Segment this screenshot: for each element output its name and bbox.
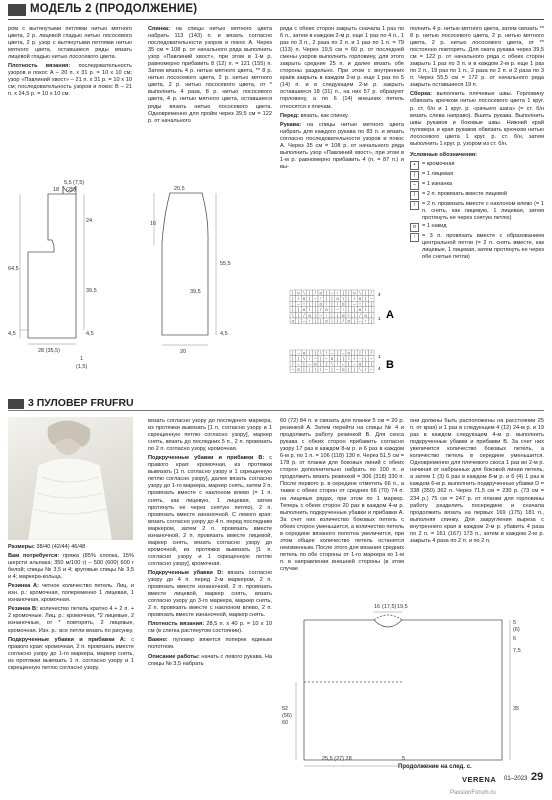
chart-symbol-icon: o: [297, 290, 300, 296]
chart-symbol-icon: ↑: [325, 312, 328, 318]
dim-label: 19,5: [397, 604, 408, 610]
chart-symbol-icon: –: [353, 301, 356, 307]
text-paragraph: Сборка: выполнить плечевые швы. Горловину обвязать крючком нитью лососевого цвета 1 круг. р. ст. б/н и 1 круг. р. «рачьего шага» (= ст. б/н вязать слева направо). Вшить рукава. Выполнить швы рукавов и боковые швы. Нижний край пуловера и края рукавов обвязать крючком нитью лососевого цвета 1 круг. р. ст. б/н, затем выполнить 1 круг. р. узором из ст. б/н.: [410, 91, 544, 147]
dim-label: 4,5: [220, 331, 228, 337]
legend-title: Условные обозначения:: [410, 151, 478, 158]
text-paragraph: Подкрученные убавки и прибавки А: с правого края: кромочная, 2 п. провязать вместе согласно узору до 1-го маркера, маркер снять, из протяжки вывязать 1 п. согласно узору и 1 скрещенную петлю согласно узору.: [8, 636, 134, 671]
chart-symbol-icon: |: [292, 307, 294, 313]
legend-item: [410, 233, 544, 261]
chart-symbol-icon: –: [325, 367, 328, 373]
dim-label: 24: [86, 218, 93, 224]
chart-symbol-icon: /: [308, 355, 311, 361]
chart-symbol-icon: o: [325, 307, 328, 313]
chart-symbol-icon: |: [292, 355, 294, 361]
chart-symbol-icon: o: [341, 367, 345, 373]
chart-symbol-icon: |: [348, 307, 350, 313]
chart-symbol-icon: –: [302, 318, 306, 324]
chart-symbol-icon: ↑: [308, 318, 311, 324]
chart-symbol-icon: –: [313, 355, 317, 361]
text-paragraph: Резинка В: количество петель кратно 4 + 2 п. + 2 кромочные. Лиц. р.: кромочная, *2 лицевые, 2 изнаночные, от * повторять, 2 лицевые, кромочная. Изн. р.: все петли вязать по рисунку.: [8, 606, 134, 634]
text-paragraph: ряда с обеих сторон закрыть сначала 1 раз по 6 п., затем в каждом 2-м р. еще 1 раз по 4 п., 1 раз по 3 п., 2 раза по 2 п. и 1 раз по 1 п. = 79 (113) п. Через 19,5 см = 60 р. от последней смены узоров выполнить горловину, для этого закрыть средние 25 п. и далее вязать обе стороны раздельно. При этом с внутренних краёв закрыть в каждом 2-м р. еще 1 раз по 5 (14) п. и в следующем 2-м р. закрыть оставшиеся 18 (31) п., на них 57 р. образуют горловину, а по 6 (14) внешних петель относятся к плечам.: [280, 26, 404, 110]
chart-symbol-icon: ↑: [336, 290, 339, 296]
dim-label: 6: [513, 636, 517, 642]
chart-symbol-icon: |: [365, 361, 367, 367]
chart-symbol-icon: o: [297, 367, 300, 373]
text-paragraph: Подкрученные убавки D: вязать согласно узору до 4 п. перед 2-м маркером, 2 п. провязать вместе изнаночной, 2 п. провязать вместе лицевой, маркер снять, вязать согласно узору до 3-го маркера, маркер снять, 2 п. провязать вместе с наклоном влево, 2 п. провязать вместе изнаночной, маркер снять.: [148, 569, 272, 619]
dim-label: 35: [513, 706, 520, 712]
dim-label: (6): [513, 627, 520, 633]
chart-symbol-icon: |: [314, 318, 316, 324]
chart-symbol-icon: |: [370, 361, 372, 367]
chart-symbol-icon: –: [353, 361, 356, 367]
chart-symbol-icon: /: [314, 290, 316, 296]
chart-symbol-icon: |: [292, 295, 294, 301]
chart-symbol-icon: o: [358, 307, 362, 313]
chart-b: [290, 350, 374, 372]
chart-symbol-icon: \: [303, 290, 305, 296]
legend-item: [410, 191, 544, 200]
chart-symbol-icon: \: [303, 355, 305, 361]
chart-symbol-icon: |: [292, 301, 294, 307]
chart-symbol-icon: \: [320, 350, 322, 356]
chart-symbol-icon: –: [336, 307, 339, 313]
chart-symbol-icon: |: [292, 290, 294, 296]
chart-symbol-icon: |: [320, 355, 322, 361]
chart-symbol-icon: |: [297, 312, 299, 318]
section-marker: [8, 399, 24, 409]
chart-symbol-icon: /: [370, 290, 372, 296]
legend-text: = 1 накид: [422, 222, 447, 229]
row-number: 1: [378, 354, 381, 359]
chart-symbol-icon: o: [291, 318, 295, 324]
dim-label: 39,5: [190, 289, 201, 295]
chart-symbol-icon: –: [369, 295, 373, 301]
chart-symbol-icon: |: [337, 312, 339, 318]
chart-symbol-icon: \: [308, 307, 311, 313]
section-header: [0, 396, 552, 412]
chart-symbol-icon: |: [320, 361, 322, 367]
chart-symbol-icon: –: [336, 367, 339, 373]
section-title: 3 ПУЛОВЕР FRUFRU: [28, 397, 134, 409]
legend-item: [410, 181, 544, 190]
page-header: [0, 0, 552, 22]
chart-symbol-icon: /: [359, 312, 361, 318]
stitch-symbol-icon: |: [410, 171, 419, 180]
text-paragraph: они должны быть расположены на расстоянии 25 п. от края) и 1 раз в следующем 4 (12) 24-м р. и 19 раз в каждом следующем 4-м р. выполнить подкрученные убавки и прибавки В. За счет них увеличится количество боковых петель, а количество петель в середине уменьшится. Одновременно для плечевого скоса 1 раз во 2-м р. начиная от набранных для боковой линии петель, а затем 1 (3) 6 раз в каждом 8-м р. и 6 (4) 1 раз в каждом 6-м р. выполнить подкрученные убавки D = 338 (350) 362 п. Через 71,5 см = 230 р. (73 см = 234 р.) 75 см = 247 р. от планки для горловины работу разделить посередине и сначала продолжить вязать на первых 169 (175) 181 п., выполняя спинку. Для закругления выреза с внутреннего края в каждом 2-м р. убавить 4 раза по 2 п. = 161 (167) 173 п., затем в каждом 2-м р. закрыть 4 раза по 2 п. и по 2 п.: [410, 418, 544, 544]
chart-symbol-icon: |: [353, 312, 355, 318]
top-column-2: [148, 26, 272, 161]
chart-symbol-icon: –: [297, 361, 300, 367]
dim-label: 60: [282, 720, 289, 726]
chart-symbol-icon: /: [342, 318, 344, 324]
chart-symbol-icon: o: [353, 290, 356, 296]
chart-symbol-icon: |: [337, 350, 339, 356]
chart-symbol-icon: |: [353, 307, 355, 313]
chart-symbol-icon: ↑: [342, 307, 345, 313]
chart-symbol-icon: |: [309, 367, 311, 373]
dim-label: 64,5: [8, 266, 19, 272]
chart-symbol-icon: /: [370, 350, 372, 356]
text-paragraph: 60 (72) 84 п. и связать для планки 5 см = 20 р. резинкой А. Затем перейти на спицы № 4 и продолжить работу резинкой В. Для скоса рукава с обеих сторон прибавить согласно узору 17 раз в каждом 8-м р. и 6 раз в каждом 6-м р. по 1 п. = 106 (118) 130 п. Через 51,5 см = 178 р. от планки для боковых линий с обеих сторон дополнительно набрать по 100 п. и продолжить вязать резинкой = 306 (318) 330 п. После первого р. в середине отметить 66 п., а также с обеих сторон от средних 66 (70) 74 п. на лицевых рядах, при этом по 1 маркер. Теперь с обеих сторон 20 раз в каждом 4-м р. выполнить подкрученные убавки и прибавки А. За счет них количество боковых петель с обеих сторон уменьшится, а количество петель в середине вязаного полотна увеличится, при этом общее количество петель останется неизменным. После этого для вязания средних петель по обе стороны от 1-го маркера ко 1-м п. в направлении внешней стороны (в этом случае: [280, 418, 404, 572]
chart-symbol-icon: o: [347, 318, 351, 324]
chart-symbol-icon: –: [319, 312, 323, 318]
stitch-symbol-icon: •: [410, 161, 419, 170]
photo-illustration: [8, 417, 133, 540]
chart-symbol-icon: |: [331, 301, 333, 307]
dim-label: (56): [282, 713, 292, 719]
chart-symbol-icon: \: [342, 295, 344, 301]
chart-symbol-icon: –: [313, 295, 317, 301]
chart-symbol-icon: |: [353, 367, 355, 373]
chart-symbol-icon: o: [319, 301, 323, 307]
row-number: 4: [378, 292, 381, 297]
section-rule: [8, 410, 544, 411]
header-rule: [8, 19, 544, 20]
chart-symbol-icon: o: [341, 312, 345, 318]
dim-label: (1,5): [76, 364, 88, 370]
chart-symbol-icon: |: [365, 301, 367, 307]
text-paragraph: Рукава: на спицы нитью мятного цвета набрать для каждого рукава по 83 п. и вязать согласно последовательности узоров и покос А. Через 35 см = 108 р. от начального ряда выполнить узор «Павлиний хвост», при этом в 1-м р. равномерно прибавить 4 (п. = 87 п.) и вы-: [280, 121, 404, 170]
legend-item: [410, 201, 544, 222]
stitch-symbol-icon: o: [410, 223, 419, 232]
chart-symbol-icon: ↑: [358, 301, 362, 307]
dim-label: 20,5: [174, 186, 185, 192]
chart-symbol-icon: |: [325, 290, 327, 296]
bottom-column-1: [8, 544, 134, 794]
chart-symbol-icon: /: [336, 361, 339, 367]
chart-symbol-icon: |: [348, 367, 350, 373]
chart-symbol-icon: |: [348, 295, 350, 301]
legend-text: = 1 лицевая: [422, 170, 454, 177]
chart-symbol-icon: o: [313, 361, 317, 367]
chart-symbol-icon: |: [309, 301, 311, 307]
chart-symbol-icon: |: [325, 295, 327, 301]
dim-label: (17,5): [382, 604, 397, 610]
issue-number: 01–2023: [504, 776, 528, 782]
chart-symbol-icon: \: [292, 312, 294, 318]
chart-symbol-icon: |: [303, 367, 305, 373]
chart-symbol-icon: –: [341, 350, 345, 356]
row-number: 1: [378, 316, 381, 321]
chart-symbol-icon: \: [331, 318, 333, 324]
text-paragraph: Плотность вязания: последовательность узоров и покос А – 20 п. х 31 р. = 10 х 10 см; узор «Павлиний хвост» – 21 п. х 31 р. = 10 х 10 см; последовательность узоров и покос В – 21 п. х 24,5 р. = 10 х 10 см.: [8, 63, 132, 98]
schema-sleeve: [150, 185, 270, 385]
chart-symbol-icon: |: [365, 290, 367, 296]
chart-symbol-icon: |: [314, 307, 316, 313]
chart-symbol-icon: –: [358, 318, 362, 324]
chart-symbol-icon: |: [297, 307, 299, 313]
legend-text: = 1 изнанка: [422, 180, 453, 187]
legend-item: [410, 171, 544, 180]
chart-symbol-icon: |: [365, 355, 367, 361]
chart-symbol-icon: \: [364, 307, 367, 313]
chart-symbol-icon: |: [348, 361, 350, 367]
stitch-symbol-icon: \: [410, 201, 419, 210]
schema-pullover: [282, 600, 542, 770]
chart-symbol-icon: o: [330, 355, 334, 361]
text-paragraph: Описание работы: начать с левого рукава. На спицы № 3,5 набрать: [148, 653, 272, 667]
chart-symbol-icon: –: [308, 361, 311, 367]
chart-symbol-icon: o: [319, 290, 323, 296]
chart-symbol-icon: |: [365, 295, 367, 301]
chart-symbol-icon: –: [369, 355, 373, 361]
magazine-brand: VERENA: [462, 775, 497, 784]
chart-symbol-icon: \: [359, 290, 361, 296]
text-paragraph: Плотность вязания: 28,5 п. х 40 р. = 10 х 10 см (в слегка растянутом состоянии).: [148, 621, 272, 635]
bottom-column-2: [148, 418, 272, 794]
dim-label: 18: [53, 187, 60, 193]
chart-symbol-icon: |: [320, 318, 322, 324]
chart-symbol-icon: |: [370, 312, 372, 318]
chart-symbol-icon: |: [314, 350, 316, 356]
chart-symbol-icon: |: [309, 290, 311, 296]
legend-item: [410, 161, 544, 170]
chart-symbol-icon: |: [331, 295, 333, 301]
chart-symbol-icon: |: [325, 361, 327, 367]
chart-symbol-icon: |: [297, 355, 299, 361]
knitting-charts: [286, 288, 406, 388]
stitch-symbol-icon: /: [410, 191, 419, 200]
dim-label: 25,5 (27) 28: [322, 756, 352, 762]
chart-symbol-icon: –: [369, 367, 373, 373]
stitch-symbol-icon: –: [410, 181, 419, 190]
chart-symbol-icon: /: [303, 312, 305, 318]
chart-symbol-icon: |: [353, 318, 355, 324]
chart-symbol-icon: |: [314, 312, 316, 318]
chart-symbol-icon: –: [325, 355, 328, 361]
chart-symbol-icon: |: [309, 295, 311, 301]
top-column-3: [280, 26, 404, 284]
chart-symbol-icon: o: [364, 312, 367, 318]
dim-label: 55,5: [220, 261, 231, 267]
legend-text: = 2 п. провязать вместе с наклоном влево (= 1 п. снять, как лицевую, 1 лицевая, затем протянуть ее через снятую петлю): [422, 200, 544, 221]
chart-symbol-icon: /: [325, 350, 328, 356]
chart-symbol-icon: \: [359, 367, 361, 373]
chart-a-label: A: [386, 309, 394, 321]
dim-label: 5,5: [64, 180, 72, 186]
chart-symbol-icon: o: [336, 295, 339, 301]
dim-label: 52: [282, 706, 289, 712]
chart-symbol-icon: –: [291, 367, 295, 373]
chart-symbol-icon: |: [314, 301, 316, 307]
chart-a: [290, 290, 374, 324]
chart-symbol-icon: |: [337, 355, 339, 361]
dim-label: 5: [402, 756, 406, 762]
chart-symbol-icon: |: [337, 318, 339, 324]
chart-symbol-icon: |: [331, 312, 333, 318]
chart-symbol-icon: /: [292, 361, 294, 367]
chart-symbol-icon: /: [336, 301, 339, 307]
chart-symbol-icon: –: [330, 350, 334, 356]
page-title: МОДЕЛЬ 2 (ПРОДОЛЖЕНИЕ): [30, 3, 198, 15]
chart-symbol-icon: |: [342, 290, 344, 296]
chart-symbol-icon: o: [308, 312, 311, 318]
chart-symbol-icon: |: [342, 355, 344, 361]
chart-symbol-icon: /: [364, 367, 367, 373]
chart-symbol-icon: \: [348, 312, 350, 318]
dim-label: 39,5: [86, 288, 97, 294]
dim-label: (7,5): [73, 180, 85, 186]
chart-symbol-icon: |: [370, 301, 372, 307]
text-paragraph: Подкрученные убавки и прибавки В: с правого края: кромочная, из протяжки вывязать [1 п. согласно узору и 1 скрещенную петлю согласно узору], далее вязать согласно узору до 1-го маркера, маркер снять, затем 2 п. провязать вместе с наклоном влево (= 1 п. снять, как лицевую, 1 лицевая, затем протянуть ее через снятую петлю), 2 п. провязать вместе изнаночной. С левого края: вязать согласно узору до 4 п. перед последним маркером, затем 2 п. провязать вместе изнаночной, 2 п. провязать вместе лицевой, маркер снять, вязать согласно узору до кромочной, из протяжки вывязать [1 п. согласно узору и 1 скрещенную петлю согласно узору], кромочная.: [148, 455, 272, 567]
symbol-legend: [410, 161, 544, 261]
stitch-symbol-icon: ↑: [410, 233, 419, 242]
chart-symbol-icon: o: [302, 307, 306, 313]
chart-symbol-icon: |: [370, 307, 372, 313]
chart-symbol-icon: \: [314, 367, 316, 373]
chart-symbol-icon: |: [303, 361, 305, 367]
model-photo: [8, 417, 133, 540]
chart-symbol-icon: –: [341, 361, 345, 367]
chart-symbol-icon: –: [297, 350, 300, 356]
page-number: 29: [531, 771, 544, 783]
top-column-1: [8, 26, 132, 161]
legend-item: [410, 223, 544, 232]
dim-label: 4,5: [86, 331, 94, 337]
bottom-column-3: [280, 418, 404, 593]
chart-symbol-icon: \: [331, 361, 333, 367]
chart-symbol-icon: \: [348, 355, 350, 361]
chart-symbol-icon: /: [320, 367, 322, 373]
chart-symbol-icon: –: [297, 301, 300, 307]
chart-symbol-icon: /: [320, 307, 322, 313]
chart-symbol-icon: o: [325, 318, 328, 324]
chart-symbol-icon: |: [348, 290, 350, 296]
chart-symbol-icon: |: [292, 350, 294, 356]
chart-symbol-icon: o: [358, 295, 362, 301]
chart-symbol-icon: |: [297, 318, 299, 324]
text-paragraph: полнить 4 р. нитью мятного цвета, затем связать ** 8 р. нитью лососевого цвета, 2 р. нитью мятного цвета, 2 р. нитью лососевого цвета, от ** постоянно повторять. Для оката рукава через 39,5 см = 122 р. от начального ряда с обеих сторон закрыть 1 раз по 3 п. и в каждом 2-м р. еще 1 раз по 2 п., 19 раз по 1 п., 2 раза по 2 п. и 2 раза по 3 п. Через 55,5 см = 172 р. от начального ряда закрыть оставшиеся 19 п.: [410, 26, 544, 89]
chart-symbol-icon: o: [347, 350, 351, 356]
legend-text: = кромочная: [422, 160, 455, 167]
text-paragraph: Размеры: 38/40 (42/44) 46/48: [8, 544, 86, 550]
watermark: PassionForum.ru: [450, 790, 496, 796]
chart-symbol-icon: /: [353, 355, 356, 361]
top-column-4: [410, 26, 544, 392]
text-paragraph: Вам потребуется: пряжа (85% хлопка, 15% шерсти альпака; 350 м/100 г) – 500 (600) 600 г белой; спицы № 3,5 и 4; круговые спицы № 3,5 и 4; маркера-кольца.: [8, 553, 134, 581]
dim-label: 20: [180, 349, 187, 355]
dim-label: 28 (35,5): [38, 348, 61, 354]
chart-b-label: B: [386, 359, 394, 371]
bottom-column-4: [410, 418, 544, 594]
text-paragraph: вязать согласно узору до последнего маркера, из протяжки вывязать [1 п. согласно узору и 1 скрещенную петлю согласно узору], маркер снять, вязать до последних 5 п., 2 п. провязать по 2 п. согласно узору, кромочная.: [148, 418, 272, 453]
chart-symbol-icon: \: [364, 350, 367, 356]
chart-symbol-icon: /: [297, 295, 300, 301]
chart-symbol-icon: ↑: [319, 295, 322, 301]
chart-symbol-icon: |: [370, 318, 372, 324]
legend-text: = 2 п. провязать вместе лицевой: [422, 190, 508, 197]
chart-symbol-icon: |: [331, 307, 333, 313]
schema-back-front: [8, 180, 138, 380]
dim-label: (25): [66, 187, 76, 193]
dim-label: 4,5: [8, 331, 16, 337]
text-paragraph: ром с вытянутыми петлями нитью мятного цвета, 2 р. лицевой гладью нитью лососевого цвета, 2 р. узор с вытянутыми петлями нитью мятного цвета, оставшиеся ряды вязать лицевой гладью нитью лососевого цвета.: [8, 26, 132, 61]
dim-label: 16: [150, 221, 157, 227]
chart-symbol-icon: o: [302, 295, 306, 301]
row-number: 4: [378, 366, 381, 371]
dim-label: 16: [374, 604, 381, 610]
chart-symbol-icon: |: [353, 350, 355, 356]
chart-symbol-icon: ↑: [364, 318, 367, 324]
text-paragraph: Спинка: на спицы нитью мятного цвета набрать 113 (143) п. и вязать согласно последовательности узоров и покос А. Через 35 см = 108 р. от начального ряда выполнить узор «Павлиний хвост», при этом в 1-м р. равномерно прибавить 8 (12) п. = 121 (155) п. Затем вязать 4 р. нитью мятного цвета, ** 8 р. нитью лососевого цвета, 2 р. нитью мятного цвета, 2 р. нитью лососевого цвета, от * выполнить 4 раза, 8 р. нитью лососевого цвета, 4 р. нитью мятного цвета, оставшиеся ряды вязать нитью лососевого цвета. Одновременно для пройм через 39,5 см = 122 р. от начального: [148, 26, 272, 124]
chart-symbol-icon: |: [348, 301, 350, 307]
chart-symbol-icon: ↑: [302, 301, 306, 307]
chart-symbol-icon: |: [359, 350, 361, 356]
header-marker: [8, 4, 26, 16]
chart-symbol-icon: –: [358, 355, 362, 361]
chart-symbol-icon: |: [309, 350, 311, 356]
chart-symbol-icon: /: [353, 295, 356, 301]
legend-text: = 3 п. провязать вместе с образованием центральной петли (= 2 п. снять вместе, как лицевые, 1 лицевая, затем протянуть ее через обе снятые петли): [422, 232, 544, 261]
dim-label: 5: [513, 620, 517, 626]
text-paragraph: Резинка А: четное количество петель. Лиц. и изн. р.: кромочная, попеременно 1 лицевая, 1 изнаночная, кромочная.: [8, 583, 134, 604]
chart-symbol-icon: o: [302, 350, 306, 356]
chart-symbol-icon: o: [341, 301, 345, 307]
dim-label: 7,5: [513, 648, 521, 654]
dim-label: 1: [80, 356, 84, 362]
chart-symbol-icon: –: [330, 290, 334, 296]
text-paragraph: Перед: вязать, как спинку.: [280, 112, 349, 119]
text-paragraph: Важно: пуловер вяжется поперек единым полотном.: [148, 637, 272, 651]
chart-symbol-icon: \: [325, 301, 328, 307]
continued-note: Продолжение на след. с.: [398, 764, 472, 770]
chart-symbol-icon: o: [358, 361, 362, 367]
chart-symbol-icon: |: [331, 367, 333, 373]
